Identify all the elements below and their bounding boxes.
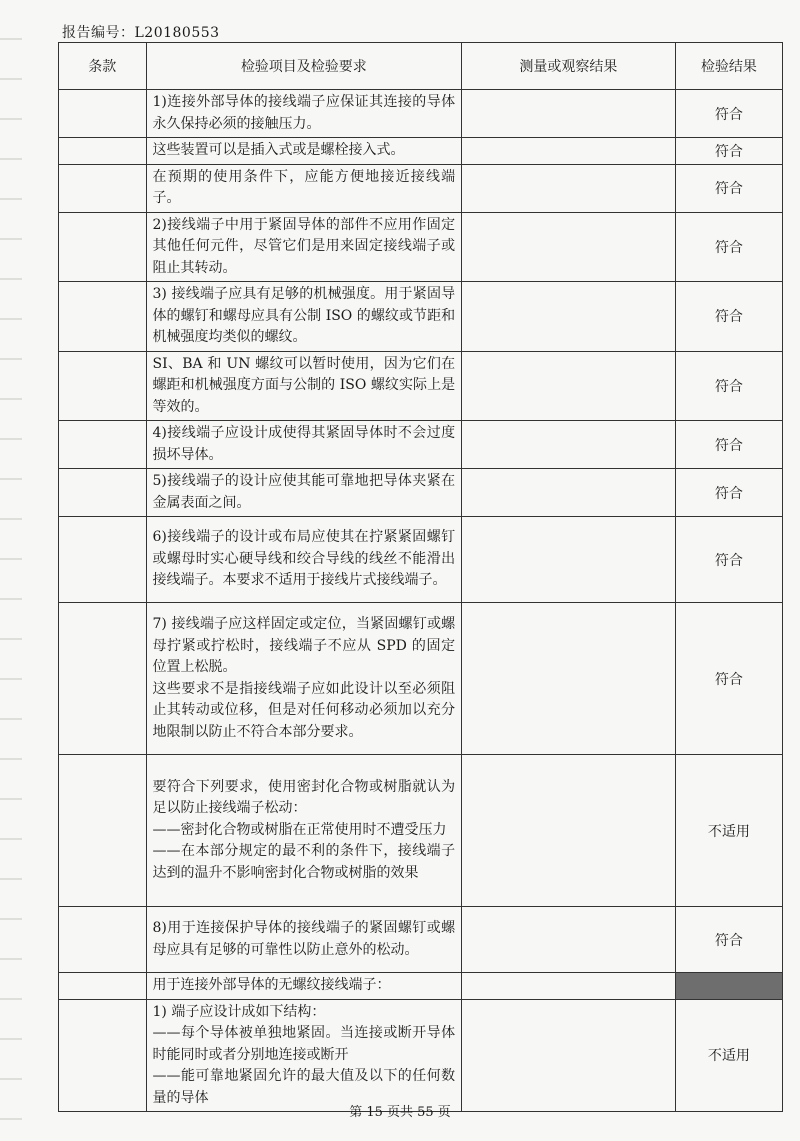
- result-cell: 符合: [675, 603, 782, 755]
- measurement-cell: [462, 755, 676, 907]
- table-row: [59, 351, 783, 421]
- clause-cell: [59, 907, 147, 973]
- requirement-cell: [146, 351, 462, 421]
- requirement-cell: [146, 973, 462, 1000]
- requirement-cell: [146, 421, 462, 469]
- requirement-text: SI、BA 和 UN 螺纹可以暂时使用，因为它们在螺距和机械强度方面与公制的 ISO 螺纹实际上是等效的。: [152, 355, 456, 415]
- result-cell: 符合: [675, 164, 782, 212]
- requirement-text: 1)连接外部导体的接线端子应保证其连接的导体永久保持必须的接触压力。: [152, 94, 456, 132]
- table-row: [59, 603, 783, 755]
- measurement-cell: [462, 138, 676, 165]
- requirement-cell: [146, 603, 462, 755]
- table-row: [59, 282, 783, 352]
- requirement-text: 要符合下列要求，使用密封化合物或树脂就认为足以防止接线端子松动：: [152, 778, 456, 817]
- header-clause: 条款: [59, 43, 147, 90]
- measurement-cell: [462, 421, 676, 469]
- table-row: [59, 212, 783, 282]
- header-measurement: 测量或观察结果: [462, 43, 676, 90]
- result-cell: 符合: [675, 351, 782, 421]
- table-row: [59, 469, 783, 517]
- result-cell: 符合: [675, 212, 782, 282]
- requirement-text: ——密封化合物或树脂在正常使用时不遭受压力: [152, 821, 447, 838]
- requirement-text: 2)接线端子中用于紧固导体的部件不应用作固定其他任何元件，尽管它们是用来固定接线端子或阻止其转动。: [152, 216, 456, 276]
- requirement-text: ——在本部分规定的最不利的条件下，接线端子达到的温升不影响密封化合物或树脂的效果: [152, 843, 456, 881]
- requirement-text: 这些装置可以是插入式或是螺栓接入式。: [152, 142, 405, 158]
- result-cell: 符合: [675, 90, 782, 138]
- measurement-cell: [462, 517, 676, 603]
- table-row: [59, 907, 783, 973]
- requirement-cell: [146, 999, 462, 1112]
- measurement-cell: [462, 164, 676, 212]
- result-cell: 符合: [675, 469, 782, 517]
- requirement-text: ——能可靠地紧固允许的最大值及以下的任何数量的导体: [152, 1068, 456, 1106]
- requirement-text: 用于连接外部导体的无螺纹接线端子：: [152, 977, 391, 993]
- measurement-cell: [462, 351, 676, 421]
- requirement-cell: [146, 755, 462, 907]
- requirement-cell: [146, 212, 462, 282]
- requirement-cell: [146, 469, 462, 517]
- measurement-cell: [462, 90, 676, 138]
- result-cell: 符合: [675, 421, 782, 469]
- result-cell: 符合: [675, 517, 782, 603]
- header-requirement: 检验项目及检验要求: [146, 43, 462, 90]
- report-number: 报告编号：L20180553: [62, 25, 220, 41]
- measurement-cell: [462, 282, 676, 352]
- shaded-result-cell: [675, 973, 782, 1000]
- requirement-text: 7) 接线端子应这样固定或定位，当紧固螺钉或螺母拧紧或拧松时，接线端子不应从 SPD 的固定位置上松脱。: [152, 616, 456, 675]
- requirement-text: 在预期的使用条件下，应能方便地接近接线端子。: [152, 168, 456, 206]
- measurement-cell: [462, 973, 676, 1000]
- requirement-text: 8)用于连接保护导体的接线端子的紧固螺钉或螺母应具有足够的可靠性以防止意外的松动。: [152, 920, 456, 958]
- clause-cell: [59, 351, 147, 421]
- table-row: [59, 421, 783, 469]
- clause-cell: [59, 973, 147, 1000]
- measurement-cell: [462, 603, 676, 755]
- clause-cell: [59, 212, 147, 282]
- clause-cell: [59, 469, 147, 517]
- requirement-cell: [146, 164, 462, 212]
- clause-cell: [59, 90, 147, 138]
- requirement-text: 3) 接线端子应具有足够的机械强度。用于紧固导体的螺钉和螺母应具有公制 ISO 的螺纹或节距和机械强度均类似的螺纹。: [152, 286, 456, 345]
- binding-holes: [0, 0, 22, 1141]
- table-row: [59, 164, 783, 212]
- result-cell: 符合: [675, 138, 782, 165]
- requirement-cell: [146, 517, 462, 603]
- result-cell: 符合: [675, 282, 782, 352]
- requirement-text: 1) 端子应设计成如下结构：: [152, 1003, 326, 1020]
- requirement-text: ——每个导体被单独地紧固。当连接或断开导体时能同时或者分别地连接或断开: [152, 1025, 456, 1063]
- requirement-text: 5)接线端子的设计应使其能可靠地把导体夹紧在金属表面之间。: [152, 473, 456, 511]
- requirement-text: 这些要求不是指接线端子应如此设计以至必须阻止其转动或位移，但是对任何移动必须加以充分地限制以防止不符合本部分要求。: [152, 680, 456, 740]
- table-row: [59, 973, 783, 1000]
- clause-cell: [59, 282, 147, 352]
- clause-cell: [59, 755, 147, 907]
- measurement-cell: [462, 212, 676, 282]
- measurement-cell: [462, 999, 676, 1112]
- requirement-cell: [146, 282, 462, 352]
- inspection-table: [58, 42, 783, 1112]
- result-cell: 不适用: [675, 999, 782, 1112]
- table-row: [59, 90, 783, 138]
- requirement-text: 4)接线端子应设计成使得其紧固导体时不会过度损坏导体。: [152, 425, 456, 463]
- measurement-cell: [462, 907, 676, 973]
- table-row: [59, 755, 783, 907]
- measurement-cell: [462, 469, 676, 517]
- clause-cell: [59, 603, 147, 755]
- requirement-cell: [146, 907, 462, 973]
- table-row: [59, 999, 783, 1112]
- requirement-cell: [146, 138, 462, 165]
- result-cell: 不适用: [675, 755, 782, 907]
- clause-cell: [59, 421, 147, 469]
- requirement-cell: [146, 90, 462, 138]
- clause-cell: [59, 138, 147, 165]
- page-footer: 第 15 页共 55 页: [349, 1105, 451, 1120]
- table-row: [59, 517, 783, 603]
- clause-cell: [59, 164, 147, 212]
- clause-cell: [59, 517, 147, 603]
- result-cell: 符合: [675, 907, 782, 973]
- requirement-text: 6)接线端子的设计或布局应使其在拧紧紧固螺钉或螺母时实心硬导线和绞合导线的线丝不能滑出接线端子。本要求不适用于接线片式接线端子。: [152, 529, 456, 589]
- header-result: 检验结果: [675, 43, 782, 90]
- clause-cell: [59, 999, 147, 1112]
- table-header-row: [59, 43, 783, 90]
- table-row: [59, 138, 783, 165]
